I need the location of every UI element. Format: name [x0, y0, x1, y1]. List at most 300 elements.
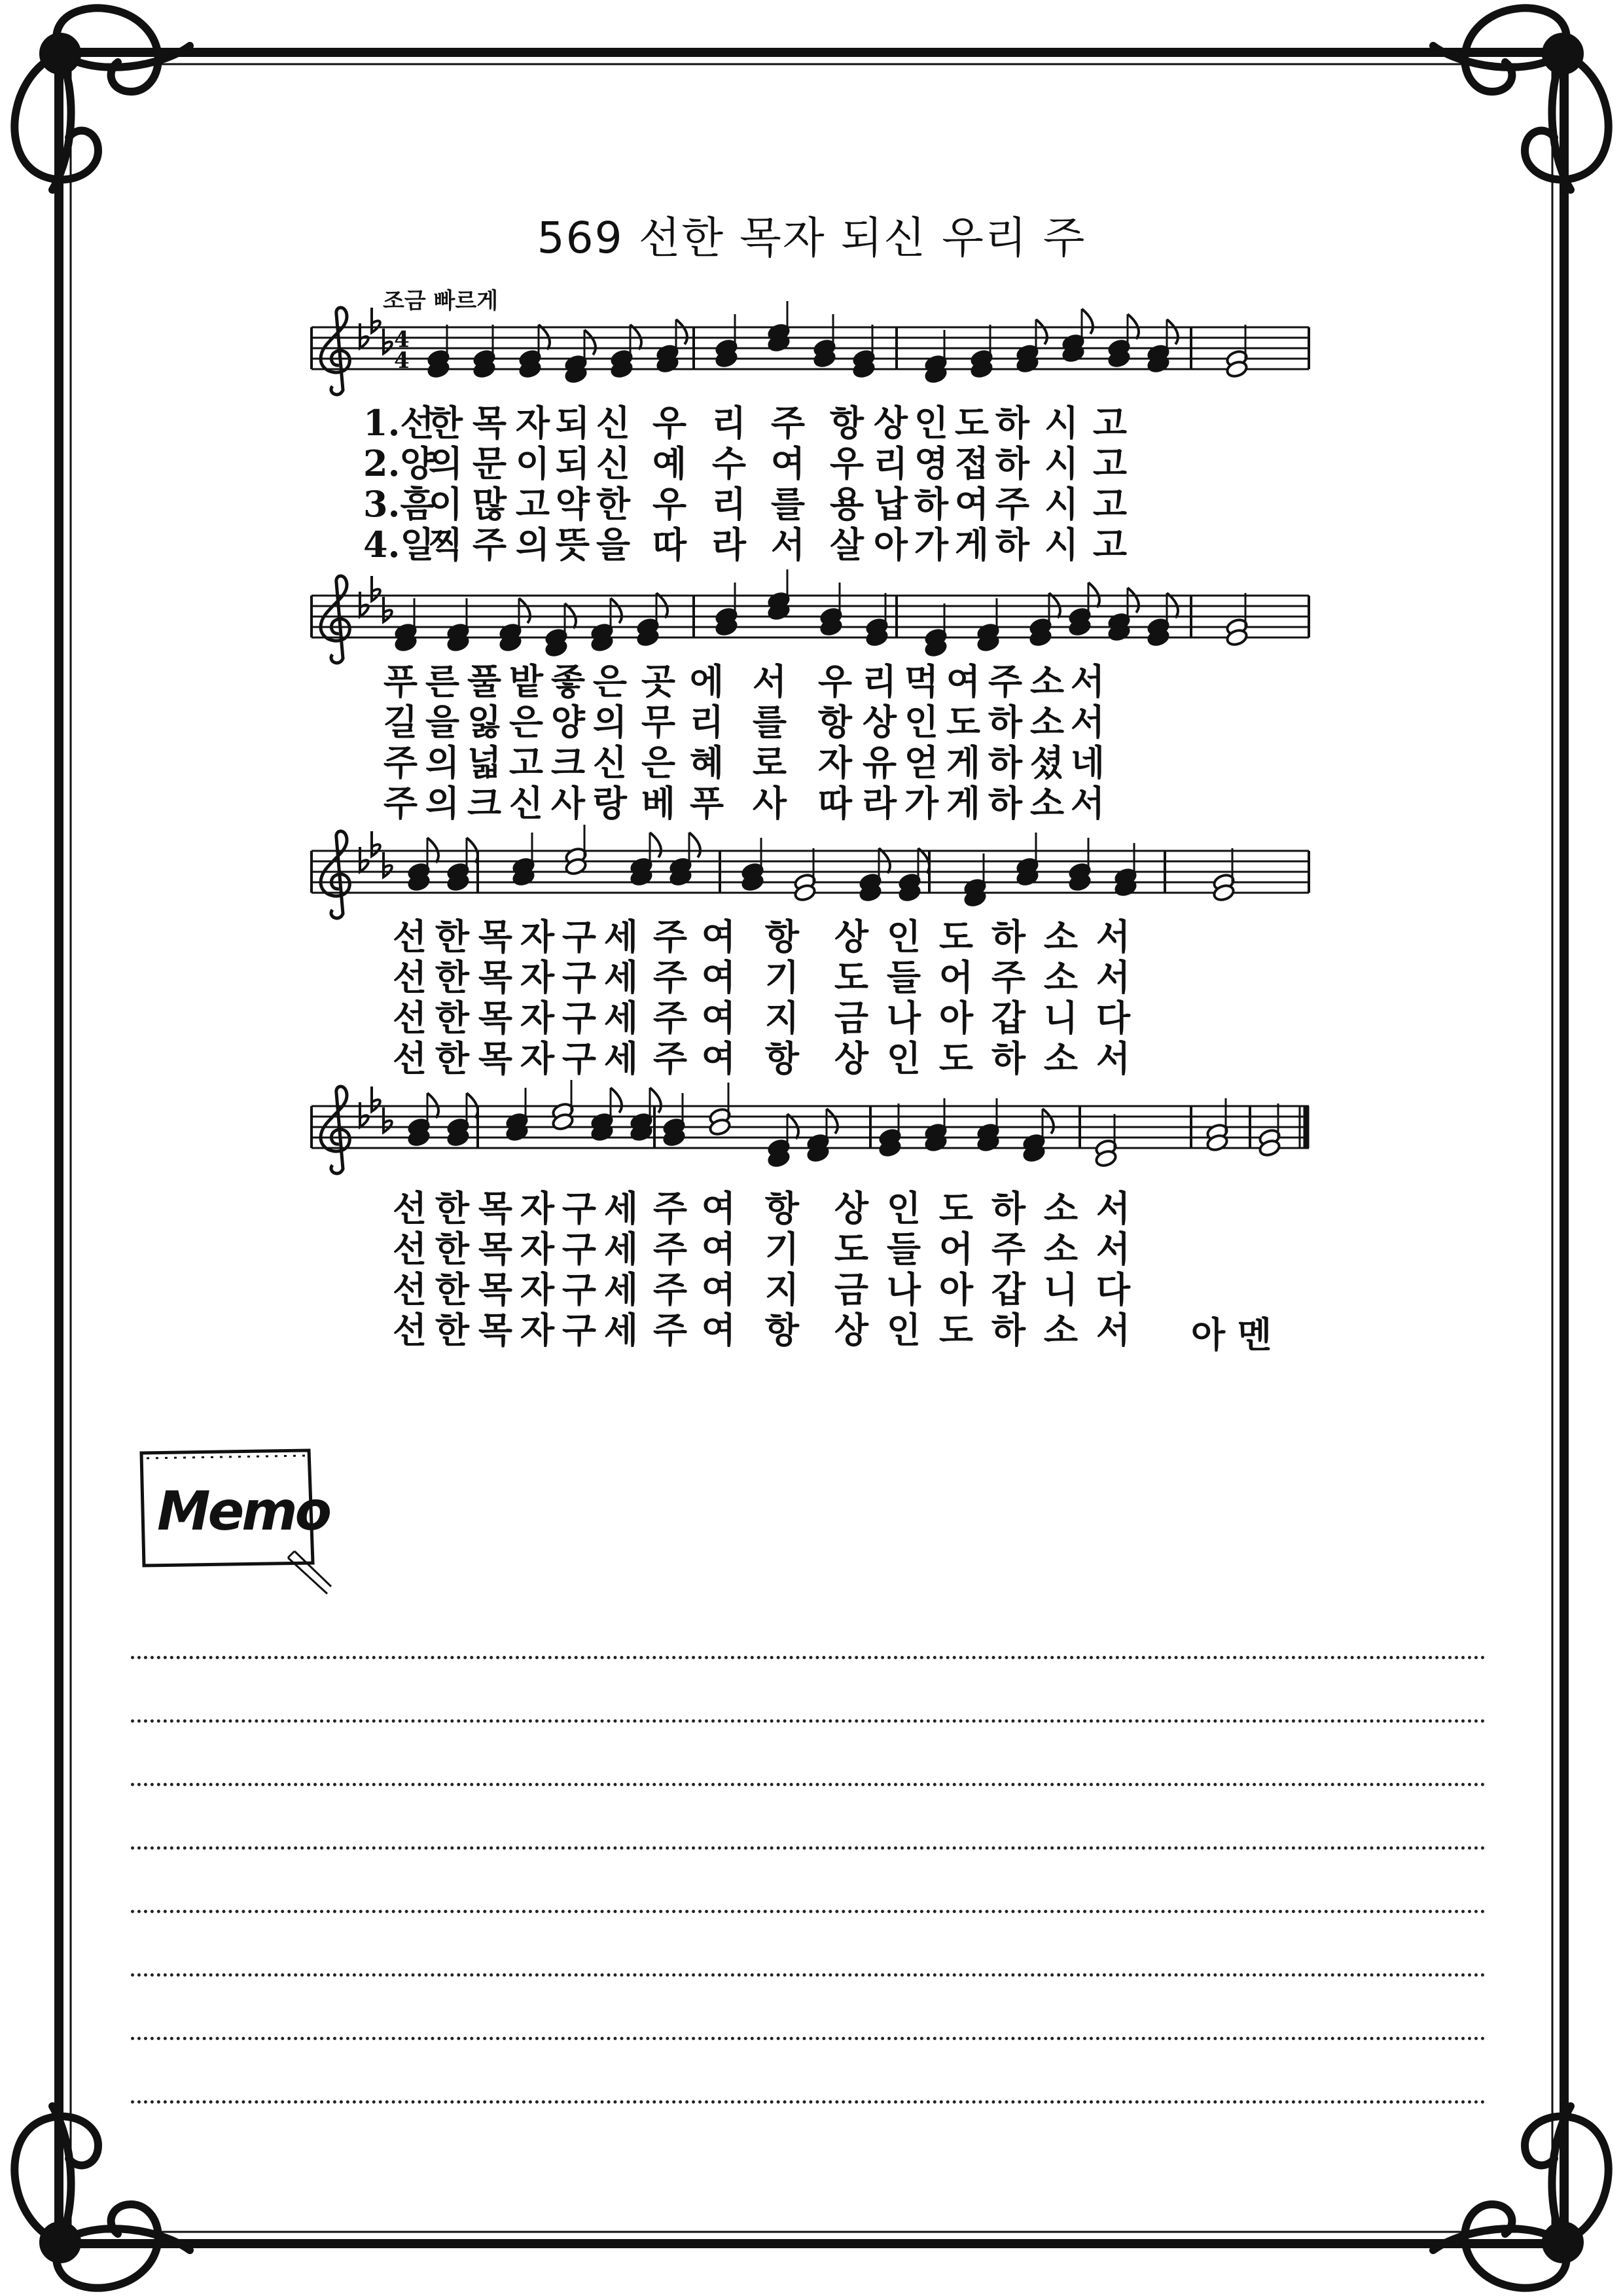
note [878, 1103, 901, 1158]
lyric-syllable: 도 [938, 916, 974, 958]
lyric-syllable: 소 [1029, 782, 1065, 824]
lyric-syllable: 항 [764, 1187, 800, 1229]
lyrics-system-2 [380, 661, 1107, 823]
lyric-syllable: 하 [991, 1037, 1026, 1079]
lyric-syllable: 한 [435, 1309, 470, 1351]
lyric-syllable: 한 [435, 1228, 470, 1270]
lyric-syllable: 의 [428, 442, 463, 484]
lyric-syllable: 하 [988, 742, 1023, 783]
note [544, 603, 575, 658]
note [610, 325, 641, 379]
lyric-syllable: 도 [938, 1037, 974, 1079]
lyric-syllable: 예 [652, 442, 687, 484]
lyric-syllable: 니 [1043, 997, 1079, 1039]
note [1107, 314, 1138, 368]
lyric-syllable: 다 [1096, 1268, 1131, 1310]
lyric-syllable: 찍 [428, 524, 463, 565]
lyric-syllable: 풀 [467, 660, 502, 702]
lyric-syllable: 한 [435, 916, 470, 958]
lyric-syllable: 주 [383, 742, 418, 783]
lyric-syllable: 하 [991, 1187, 1026, 1229]
note [819, 583, 842, 637]
lyric-syllable: 2.양 [363, 442, 435, 484]
lyric-syllable: 혜 [689, 742, 724, 783]
lyric-syllable: 랑 [592, 782, 628, 824]
lyric-syllable: 베 [641, 782, 676, 824]
lyric-syllable: 를 [770, 483, 806, 525]
lyric-syllable: 자 [817, 742, 853, 783]
note [1258, 1103, 1281, 1158]
note [924, 603, 947, 658]
memo-writing-line[interactable] [131, 2100, 1486, 2104]
lyric-syllable: 들 [886, 956, 921, 998]
note [473, 325, 495, 379]
svg-text:4: 4 [394, 327, 410, 353]
lyric-syllable: 여 [701, 1037, 736, 1079]
lyric-syllable: 납 [873, 483, 908, 525]
lyric-syllable: 유 [862, 742, 897, 783]
lyric-syllable: 수 [711, 442, 747, 484]
lyric-syllable: 리 [862, 660, 897, 702]
music-system-1 [308, 301, 1329, 406]
lyric-syllable: 인 [904, 701, 939, 743]
lyric-syllable: 소 [1043, 916, 1079, 958]
lyric-syllable: 얻 [904, 742, 939, 783]
note [767, 1114, 798, 1168]
lyric-syllable: 서 [1096, 1187, 1131, 1229]
lyric-syllable: 3.흠 [363, 483, 435, 525]
lyric-syllable: 서 [1096, 916, 1131, 958]
note [852, 325, 875, 379]
lyric-syllable: 선 [392, 1037, 427, 1079]
lyric-syllable: 세 [603, 1228, 639, 1270]
lyric-syllable: 목 [478, 956, 513, 998]
lyric-syllable: 여 [701, 997, 736, 1039]
lyric-syllable: 의 [425, 782, 460, 824]
lyric-syllable: 어 [938, 956, 974, 998]
lyric-syllable: 네 [1070, 742, 1105, 783]
lyric-syllable: 구 [562, 1228, 597, 1270]
note [1029, 593, 1060, 647]
note [859, 848, 889, 903]
lyric-syllable: 잃 [467, 701, 502, 743]
lyric-syllable: 가 [904, 782, 939, 824]
lyric-syllable: 4.일 [363, 524, 435, 565]
lyric-syllable: 주 [652, 1309, 688, 1351]
lyric-syllable: 어 [938, 1228, 974, 1270]
lyric-syllable: 선 [392, 916, 427, 958]
note [793, 848, 816, 903]
lyric-syllable: 게 [946, 742, 981, 783]
lyric-syllable: 좋 [550, 660, 586, 702]
lyric-syllable: 게 [946, 782, 981, 824]
lyric-syllable: 한 [428, 402, 463, 444]
lyric-syllable: 소 [1043, 1228, 1079, 1270]
lyric-syllable: 갑 [991, 1268, 1026, 1310]
lyric-syllable: 한 [435, 1037, 470, 1079]
note [505, 1088, 528, 1142]
lyric-syllable: 을 [596, 524, 631, 565]
lyric-syllable: 기 [764, 956, 800, 998]
lyric-syllable: 문 [472, 442, 507, 484]
lyric-syllable: 주 [995, 483, 1030, 525]
lyric-syllable: 구 [562, 1309, 597, 1351]
lyric-syllable: 1.선 [363, 402, 435, 444]
lyric-syllable: 도 [946, 701, 981, 743]
lyric-syllable: 선 [392, 956, 427, 998]
lyric-syllable: 이 [515, 442, 550, 484]
memo-writing-line[interactable] [131, 1783, 1486, 1786]
lyric-syllable: 리 [711, 402, 747, 444]
lyric-syllable: 도 [834, 1228, 869, 1270]
lyric-syllable: 주 [652, 956, 688, 998]
lyric-syllable: 자 [520, 1309, 555, 1351]
note [708, 1083, 731, 1137]
lyric-syllable: 라 [711, 524, 747, 565]
lyric-syllable: 선 [392, 997, 427, 1039]
staff-3 [308, 825, 1329, 929]
lyric-syllable: 곳 [641, 660, 676, 702]
lyric-syllable: 세 [603, 1037, 639, 1079]
memo-writing-line[interactable] [131, 1910, 1486, 1913]
lyric-syllable: 서 [1096, 1309, 1131, 1351]
note [1016, 833, 1039, 887]
lyric-syllable: 고 [1092, 402, 1128, 444]
lyric-syllable: 선 [392, 1228, 427, 1270]
lyric-syllable: 소 [1029, 701, 1065, 743]
note [1068, 583, 1099, 637]
corner-ornament-top-left [14, 8, 190, 190]
music-system-2 [308, 569, 1329, 674]
lyric-syllable: 세 [603, 997, 639, 1039]
lyric-syllable: 시 [1044, 402, 1079, 444]
lyric-syllable: 서 [1096, 1037, 1131, 1079]
lyric-syllable: 영 [914, 442, 949, 484]
tempo-marking: 조금 빠르게 [383, 288, 499, 314]
lyric-line [389, 957, 1139, 997]
note [865, 593, 888, 647]
lyric-syllable: 주 [383, 782, 418, 824]
lyric-syllable: 자 [515, 402, 550, 444]
memo-sticker [137, 1446, 329, 1571]
note [970, 325, 993, 379]
lyric-line [380, 661, 1107, 702]
memo-writing-line[interactable] [131, 1846, 1486, 1850]
lyric-syllable: 목 [478, 1268, 513, 1310]
lyric-syllable: 목 [478, 916, 513, 958]
lyric-syllable: 에 [689, 660, 724, 702]
lyric-syllable: 소 [1043, 1187, 1079, 1229]
lyric-syllable: 라 [862, 782, 897, 824]
lyric-line [389, 1310, 1139, 1350]
lyric-syllable: 서 [1070, 701, 1105, 743]
memo-writing-line[interactable] [131, 1973, 1486, 1977]
lyric-syllable: 인 [886, 1309, 921, 1351]
lyric-syllable: 서 [1070, 660, 1105, 702]
staff-1 [308, 301, 1329, 406]
lyric-syllable: 푸 [383, 660, 418, 702]
lyric-syllable: 우 [652, 483, 687, 525]
lyric-line [389, 1229, 1139, 1269]
lyric-syllable: 의 [515, 524, 550, 565]
lyric-syllable: 되 [555, 442, 590, 484]
corner-ornament-bottom-right [1433, 2106, 1609, 2288]
lyric-syllable: 인 [886, 1037, 921, 1079]
lyric-syllable: 사 [752, 782, 787, 824]
lyric-syllable: 길 [383, 701, 418, 743]
lyric-syllable: 하 [995, 402, 1030, 444]
lyric-syllable: 서 [770, 524, 806, 565]
lyrics-system-1 [363, 403, 1130, 565]
lyric-syllable: 고 [508, 742, 544, 783]
lyric-syllable: 서 [1070, 782, 1105, 824]
lyric-syllable: 하 [995, 524, 1030, 565]
lyric-syllable: 상 [834, 1187, 869, 1229]
lyric-line [380, 742, 1107, 783]
lyric-syllable: 항 [817, 701, 853, 743]
lyric-syllable: 도 [938, 1309, 974, 1351]
lyric-syllable: 항 [764, 1309, 800, 1351]
lyric-syllable: 하 [995, 442, 1030, 484]
svg-text:4: 4 [394, 348, 410, 374]
lyric-syllable: 고 [1092, 442, 1128, 484]
lyric-syllable: 우 [652, 402, 687, 444]
flat-sign [383, 597, 392, 622]
lyric-syllable: 따 [652, 524, 687, 565]
lyric-syllable: 주 [991, 956, 1026, 998]
lyric-syllable: 세 [603, 1309, 639, 1351]
flat-sign [372, 831, 380, 856]
memo-writing-line[interactable] [131, 1656, 1486, 1659]
lyric-line [389, 916, 1139, 957]
amen-text: 아 멘 [1191, 1314, 1272, 1355]
staff-4 [308, 1080, 1329, 1185]
lyric-syllable: 자 [520, 1187, 555, 1229]
lyric-syllable: 서 [1096, 1228, 1131, 1270]
note [715, 583, 738, 637]
lyric-line [389, 1038, 1139, 1079]
lyric-syllable: 도 [954, 402, 990, 444]
lyric-syllable: 다 [1096, 997, 1131, 1039]
lyric-syllable: 세 [603, 1268, 639, 1310]
lyric-syllable: 지 [764, 1268, 800, 1310]
lyric-syllable: 지 [764, 997, 800, 1039]
lyric-syllable: 주 [652, 997, 688, 1039]
lyric-syllable: 은 [508, 701, 544, 743]
lyric-syllable: 자 [520, 1037, 555, 1079]
lyric-syllable: 니 [1043, 1268, 1079, 1310]
note [512, 833, 535, 887]
lyric-syllable: 소 [1043, 1037, 1079, 1079]
lyric-syllable: 양 [550, 701, 586, 743]
lyric-syllable: 주 [988, 660, 1023, 702]
lyric-syllable: 도 [834, 956, 869, 998]
lyric-syllable: 시 [1044, 483, 1079, 525]
note [407, 838, 438, 892]
lyric-line [389, 1188, 1139, 1229]
lyric-syllable: 이 [428, 483, 463, 525]
lyric-syllable: 여 [701, 1187, 736, 1229]
lyric-syllable: 주 [652, 1228, 688, 1270]
lyric-syllable: 목 [478, 1037, 513, 1079]
note [669, 833, 700, 887]
lyric-syllable: 여 [946, 660, 981, 702]
lyric-syllable: 고 [1092, 524, 1128, 565]
note [427, 325, 450, 379]
lyric-syllable: 게 [954, 524, 990, 565]
note [446, 1093, 477, 1147]
lyric-syllable: 선 [392, 1187, 427, 1229]
lyric-syllable: 셨 [1029, 742, 1065, 783]
lyric-syllable: 세 [603, 956, 639, 998]
note [1068, 838, 1091, 892]
note [741, 838, 764, 892]
flat-sign [372, 1086, 380, 1111]
lyric-syllable: 우 [829, 442, 865, 484]
lyrics-system-3 [389, 916, 1139, 1079]
lyric-syllable: 고 [515, 483, 550, 525]
lyric-syllable: 구 [562, 997, 597, 1039]
lyric-line [389, 997, 1139, 1038]
lyric-syllable: 자 [520, 1268, 555, 1310]
lyric-syllable: 하 [991, 916, 1026, 958]
lyric-syllable: 소 [1043, 956, 1079, 998]
music-system-4 [308, 1080, 1329, 1185]
lyric-syllable: 항 [764, 1037, 800, 1079]
lyric-syllable: 주 [770, 402, 806, 444]
lyric-syllable: 구 [562, 916, 597, 958]
lyric-syllable: 구 [562, 956, 597, 998]
lyric-syllable: 먹 [904, 660, 939, 702]
memo-writing-line[interactable] [131, 1719, 1486, 1723]
note [630, 833, 660, 887]
lyric-line [363, 484, 1130, 524]
treble-clef [321, 576, 349, 663]
lyric-syllable: 목 [472, 402, 507, 444]
note [518, 325, 549, 379]
lyric-syllable: 주 [652, 1037, 688, 1079]
lyric-syllable: 여 [770, 442, 806, 484]
lyric-syllable: 시 [1044, 442, 1079, 484]
lyric-syllable: 금 [834, 997, 869, 1039]
lyric-syllable: 신 [596, 402, 631, 444]
lyric-syllable: 신 [592, 742, 628, 783]
lyric-syllable: 뜻 [555, 524, 590, 565]
lyric-syllable: 자 [520, 916, 555, 958]
lyric-syllable: 목 [478, 1187, 513, 1229]
note [590, 1088, 621, 1142]
lyric-syllable: 자 [520, 1228, 555, 1270]
lyric-syllable: 용 [829, 483, 865, 525]
lyric-syllable: 크 [467, 782, 502, 824]
lyric-syllable: 하 [991, 1309, 1026, 1351]
lyric-syllable: 구 [562, 1037, 597, 1079]
lyric-syllable: 상 [834, 1037, 869, 1079]
lyric-syllable: 선 [392, 1268, 427, 1310]
lyric-syllable: 목 [478, 1309, 513, 1351]
lyric-syllable: 목 [478, 1228, 513, 1270]
lyric-line [380, 702, 1107, 742]
lyric-syllable: 주 [472, 524, 507, 565]
lyric-syllable: 상 [834, 1309, 869, 1351]
flat-sign [383, 1107, 392, 1132]
lyrics-system-4 [389, 1188, 1139, 1350]
lyric-syllable: 되 [555, 402, 590, 444]
lyric-syllable: 항 [829, 402, 865, 444]
note [1061, 309, 1092, 363]
lyric-syllable: 하 [914, 483, 949, 525]
lyric-syllable: 주 [652, 1187, 688, 1229]
hymn-title: 569 선한 목자 되신 우리 주 [537, 213, 1086, 263]
lyric-syllable: 한 [435, 1187, 470, 1229]
lyric-syllable: 사 [550, 782, 586, 824]
lyric-syllable: 서 [752, 660, 787, 702]
note [446, 838, 477, 892]
lyric-syllable: 주 [991, 1228, 1026, 1270]
note [630, 1088, 660, 1142]
note [662, 1093, 685, 1147]
lyric-syllable: 리 [689, 701, 724, 743]
lyric-syllable: 크 [550, 742, 586, 783]
memo-label: Memo [157, 1480, 329, 1543]
lyric-syllable: 나 [886, 1268, 921, 1310]
lyric-syllable: 인 [886, 1187, 921, 1229]
flat-sign [383, 852, 392, 877]
note [898, 848, 929, 903]
lyric-syllable: 여 [701, 1228, 736, 1270]
lyric-syllable: 여 [701, 916, 736, 958]
lyric-syllable: 여 [701, 1268, 736, 1310]
lyric-syllable: 넓 [467, 742, 502, 783]
lyric-syllable: 인 [914, 402, 949, 444]
lyric-syllable: 선 [392, 1309, 427, 1351]
lyric-syllable: 른 [425, 660, 460, 702]
memo-writing-line[interactable] [131, 2037, 1486, 2040]
lyric-syllable: 세 [603, 916, 639, 958]
lyric-syllable: 살 [829, 524, 865, 565]
lyric-syllable: 로 [752, 742, 787, 783]
lyric-syllable: 주 [652, 916, 688, 958]
lyric-syllable: 목 [478, 997, 513, 1039]
lyric-syllable: 금 [834, 1268, 869, 1310]
lyric-syllable: 아 [938, 997, 974, 1039]
flat-sign [372, 576, 380, 601]
lyric-syllable: 인 [886, 916, 921, 958]
note [715, 314, 738, 368]
lyric-syllable: 은 [641, 742, 676, 783]
note [1225, 593, 1248, 647]
lyric-syllable: 항 [764, 916, 800, 958]
lyric-syllable: 푸 [689, 782, 724, 824]
lyric-syllable: 자 [520, 997, 555, 1039]
lyric-syllable: 구 [562, 1187, 597, 1229]
lyric-line [389, 1269, 1139, 1310]
treble-clef [321, 308, 349, 395]
lyric-syllable: 도 [938, 1187, 974, 1229]
lyric-syllable: 고 [1092, 483, 1128, 525]
lyric-syllable: 하 [988, 701, 1023, 743]
lyric-syllable: 상 [834, 916, 869, 958]
lyric-syllable: 기 [764, 1228, 800, 1270]
lyric-syllable: 하 [988, 782, 1023, 824]
lyric-syllable: 들 [886, 1228, 921, 1270]
lyric-syllable: 무 [641, 701, 676, 743]
lyric-syllable: 아 [873, 524, 908, 565]
flat-sign [383, 329, 392, 353]
lyric-syllable: 한 [435, 956, 470, 998]
lyric-syllable: 구 [562, 1268, 597, 1310]
lyric-syllable: 우 [817, 660, 853, 702]
